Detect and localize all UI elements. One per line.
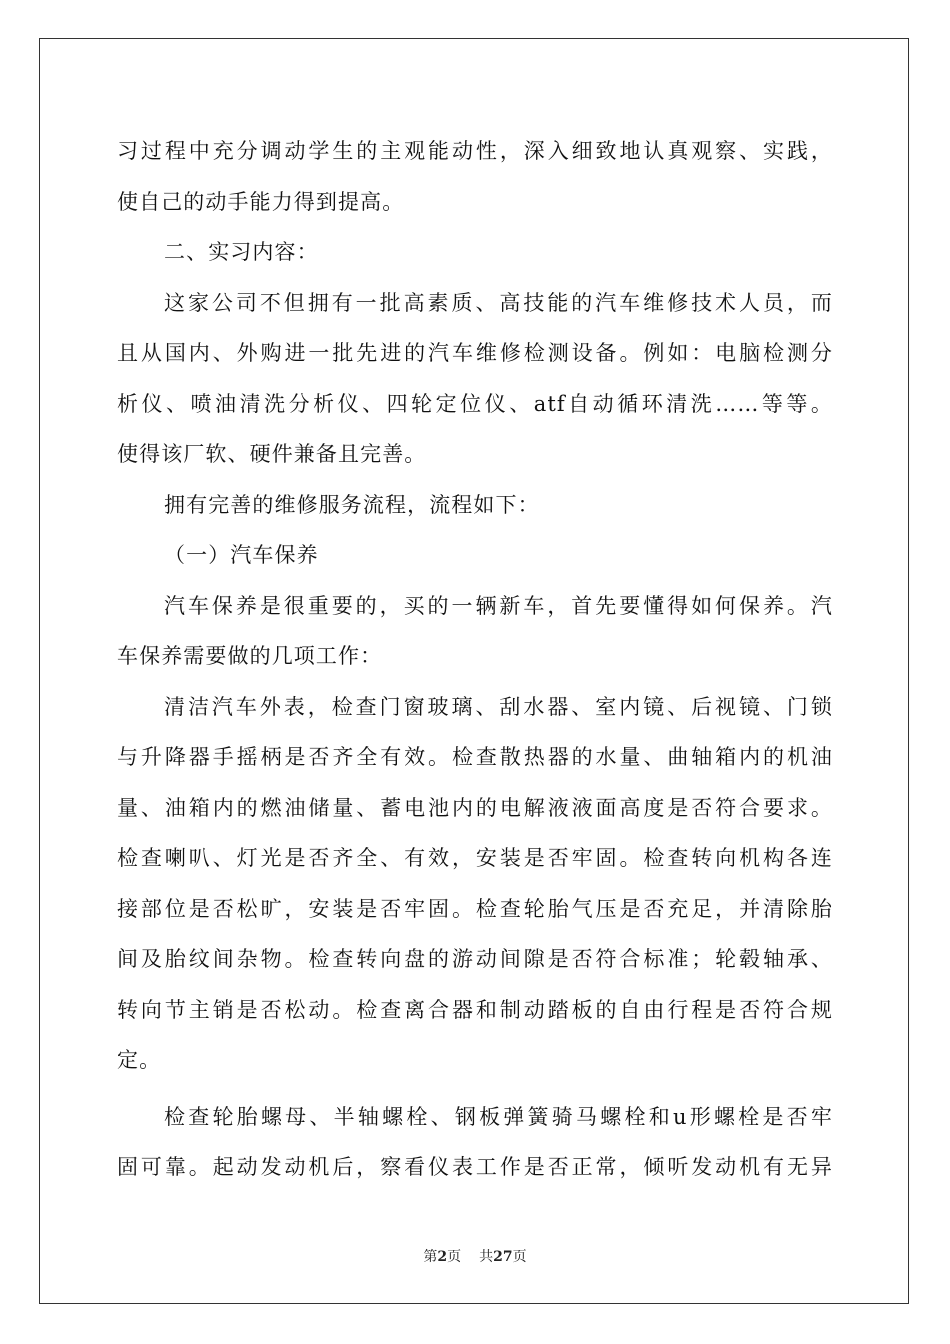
text-line: 析仪、喷油清洗分析仪、四轮定位仪、atf自动循环清洗……等等。 [117, 391, 833, 416]
text-line: 使得该厂软、硬件兼备且完善。 [117, 442, 427, 466]
text-line: 间及胎纹间杂物。检查转向盘的游动间隙是否符合标准；轮毂轴承、 [117, 947, 833, 971]
text-line: 汽车保养是很重要的，买的一辆新车，首先要懂得如何保养。汽 [164, 593, 833, 618]
text-line: 使自己的动手能力得到提高。 [117, 189, 405, 214]
footer-total-pages: 27 [493, 1249, 513, 1265]
text-line: 二、实习内容： [164, 240, 319, 264]
page-footer [0, 1246, 950, 1266]
text-line: 车保养需要做的几项工作： [117, 644, 383, 668]
text-line: 拥有完善的维修服务流程，流程如下： [164, 492, 540, 517]
text-line: 定。 [117, 1048, 162, 1072]
footer-page-number: 2 [437, 1249, 448, 1265]
document-body [117, 126, 833, 1193]
text-line: 习过程中充分调动学生的主观能动性，深入细致地认真观察、实践， [117, 139, 833, 163]
text-line: 这家公司不但拥有一批高素质、高技能的汽车维修技术人员，而 [164, 290, 833, 315]
text-line: 接部位是否松旷，安装是否牢固。检查轮胎气压是否充足，并清除胎 [117, 896, 833, 921]
footer-page-prefix: 第 [423, 1249, 438, 1265]
text-line: 量、油箱内的燃油储量、蓄电池内的电解液液面高度是否符合要求。 [117, 795, 833, 820]
text-line: 检查轮胎螺母、半轴螺栓、钢板弹簧骑马螺栓和u形螺栓是否牢 [164, 1104, 833, 1129]
text-line: 清洁汽车外表，检查门窗玻璃、刮水器、室内镜、后视镜、门锁 [164, 694, 833, 719]
text-line: 固可靠。起动发动机后，察看仪表工作是否正常，倾听发动机有无异 [117, 1155, 833, 1179]
text-line: 转向节主销是否松动。检查离合器和制动踏板的自由行程是否符合规 [117, 997, 833, 1022]
text-line: 且从国内、外购进一批先进的汽车维修检测设备。例如：电脑检测分 [117, 341, 833, 365]
footer-total-suffix: 页 [512, 1249, 527, 1265]
footer-total-prefix: 共 [479, 1249, 494, 1265]
footer-page-suffix: 页 [447, 1249, 462, 1265]
text-line: 检查喇叭、灯光是否齐全、有效，安装是否牢固。检查转向机构各连 [117, 846, 833, 870]
text-line: 与升降器手摇柄是否齐全有效。检查散热器的水量、曲轴箱内的机油 [117, 745, 833, 769]
text-line: （一）汽车保养 [164, 543, 319, 567]
